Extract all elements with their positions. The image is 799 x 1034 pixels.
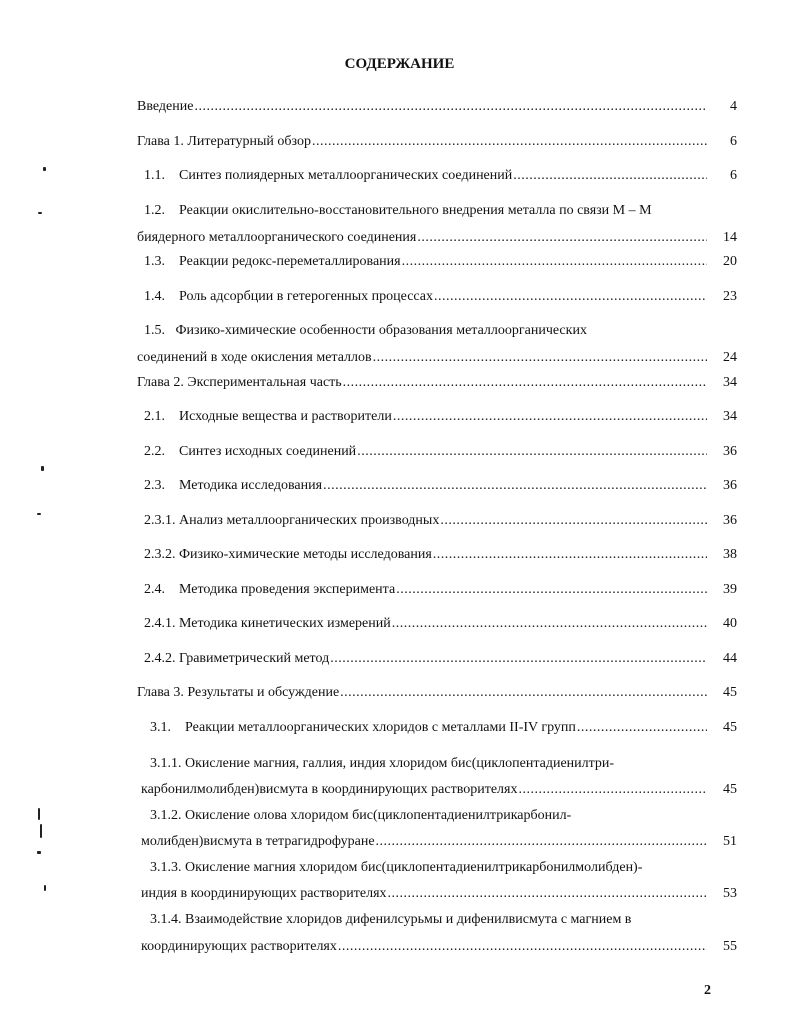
scan-speck xyxy=(38,212,42,214)
toc-entry-text: 1.2. Реакции окислительно-восстановительного внедрения металла по связи М – М xyxy=(144,203,652,218)
toc-entry-page: 34 xyxy=(723,409,737,424)
toc-leader-dots xyxy=(392,615,707,633)
toc-entry-text: 1.3. Реакции редокс-переметаллирования xyxy=(144,254,401,269)
toc-entry xyxy=(144,253,737,271)
toc-entry-text: 1.5. Физико-химические особенности образования металлоорганических xyxy=(144,323,587,338)
scan-speck xyxy=(40,824,42,838)
toc-entry xyxy=(141,938,737,956)
toc-entry-text: Введение xyxy=(137,99,194,114)
toc-leader-dots xyxy=(323,477,707,495)
toc-entry-text: 2.3. Методика исследования xyxy=(144,478,323,493)
toc-entry-page: 40 xyxy=(723,616,737,631)
toc-entry-page: 6 xyxy=(730,134,737,149)
toc-leader-dots xyxy=(417,229,707,247)
toc-entry-text: 3.1.2. Окисление олова хлоридом бис(циклопентадиенилтрикарбонил- xyxy=(150,808,572,823)
toc-leader-dots xyxy=(440,512,707,530)
toc-entry xyxy=(144,477,737,495)
scan-speck xyxy=(38,808,40,820)
toc-leader-dots xyxy=(513,167,707,185)
toc-entry-text: 2.4.2. Гравиметрический метод xyxy=(144,651,330,666)
toc-entry-text: Глава 3. Результаты и обсуждение xyxy=(137,685,340,700)
toc-entry-page: 55 xyxy=(723,939,737,954)
toc-entry xyxy=(144,408,737,426)
toc-entry-page: 6 xyxy=(730,168,737,183)
toc-entry xyxy=(141,781,737,799)
toc-entry-text: 1.1. Синтез полиядерных металлоорганических соединений xyxy=(144,168,513,183)
toc-entry-text: биядерного металлоорганического соединения xyxy=(137,230,417,245)
toc-entry-page: 39 xyxy=(723,582,737,597)
toc-leader-dots xyxy=(388,885,707,903)
toc-entry-text: 2.2. Синтез исходных соединений xyxy=(144,444,357,459)
toc-leader-dots xyxy=(402,253,707,271)
toc-leader-dots xyxy=(393,408,707,426)
toc-leader-dots xyxy=(312,133,707,151)
toc-entry xyxy=(141,833,737,851)
toc-leader-dots xyxy=(396,581,707,599)
toc-entry-page: 36 xyxy=(723,444,737,459)
toc-entry-text: 2.4.1. Методика кинетических измерений xyxy=(144,616,391,631)
scan-speck xyxy=(44,885,46,891)
toc-entry xyxy=(137,229,737,247)
scan-speck xyxy=(41,466,44,471)
toc-entry-page: 45 xyxy=(723,685,737,700)
toc-entry xyxy=(137,98,737,116)
scan-speck xyxy=(37,851,41,854)
toc-leader-dots xyxy=(434,288,707,306)
toc-entry xyxy=(144,512,737,530)
toc-entry-text: соединений в ходе окисления металлов xyxy=(137,350,372,365)
toc-leader-dots xyxy=(340,684,707,702)
toc-entry-page: 45 xyxy=(723,782,737,797)
toc-entry-text: карбонилмолибден)висмута в координирующих растворителях xyxy=(141,782,518,797)
toc-leader-dots xyxy=(357,443,707,461)
toc-entry-text: 3.1.4. Взаимодействие хлоридов дифенилсурьмы и дифенилвисмута с магнием в xyxy=(150,912,632,927)
toc-entry-page: 24 xyxy=(723,350,737,365)
page-title: СОДЕРЖАНИЕ xyxy=(344,56,455,72)
toc-entry-text: 2.3.2. Физико-химические методы исследования xyxy=(144,547,432,562)
toc-entry-page: 53 xyxy=(723,886,737,901)
toc-leader-dots xyxy=(330,650,707,668)
toc-entry-text: 2.3.1. Анализ металлоорганических производных xyxy=(144,513,440,528)
toc-entry-page: 45 xyxy=(723,720,737,735)
toc-entry-page: 51 xyxy=(723,834,737,849)
toc-leader-dots xyxy=(433,546,707,564)
toc-entry-page: 14 xyxy=(723,230,737,245)
toc-leader-dots xyxy=(577,719,707,737)
toc-entry-page: 36 xyxy=(723,478,737,493)
page-number: 2 xyxy=(704,983,711,998)
toc-leader-dots xyxy=(376,833,707,851)
toc-entry xyxy=(137,133,737,151)
toc-entry xyxy=(141,885,737,903)
toc-entry-text: 3.1. Реакции металлоорганических хлоридов с металлами II-IV групп xyxy=(150,720,576,735)
toc-entry-text: 2.4. Методика проведения эксперимента xyxy=(144,582,396,597)
toc-leader-dots xyxy=(518,781,707,799)
toc-entry-text: координирующих растворителях xyxy=(141,939,337,954)
toc-entry-page: 20 xyxy=(723,254,737,269)
toc-entry xyxy=(137,349,737,367)
toc-entry xyxy=(137,374,737,392)
toc-entry-text: молибден)висмута в тетрагидрофуране xyxy=(141,834,375,849)
toc-entry-page: 23 xyxy=(723,289,737,304)
toc-entry-text: 2.1. Исходные вещества и растворители xyxy=(144,409,392,424)
toc-entry-text: 1.4. Роль адсорбции в гетерогенных процессах xyxy=(144,289,434,304)
toc-entry xyxy=(144,546,737,564)
toc-entry xyxy=(150,719,737,737)
toc-entry xyxy=(144,581,737,599)
toc-entry-page: 36 xyxy=(723,513,737,528)
toc-leader-dots xyxy=(343,374,707,392)
toc-leader-dots xyxy=(194,98,707,116)
toc-entry-page: 4 xyxy=(730,99,737,114)
toc-entry-text: Глава 2. Экспериментальная часть xyxy=(137,375,342,390)
toc-entry-text: 3.1.3. Окисление магния хлоридом бис(циклопентадиенилтрикарбонилмолибден)- xyxy=(150,860,643,875)
toc-entry xyxy=(144,650,737,668)
toc-entry xyxy=(144,615,737,633)
toc-entry-text: 3.1.1. Окисление магния, галлия, индия хлоридом бис(циклопентадиенилтри- xyxy=(150,756,615,771)
toc-entry xyxy=(137,684,737,702)
scan-speck xyxy=(43,167,46,171)
toc-entry xyxy=(144,288,737,306)
toc-leader-dots xyxy=(373,349,707,367)
toc-entry-text: индия в координирующих растворителях xyxy=(141,886,387,901)
toc-leader-dots xyxy=(338,938,707,956)
toc-entry-page: 34 xyxy=(723,375,737,390)
toc-entry xyxy=(144,443,737,461)
toc-entry-text: Глава 1. Литературный обзор xyxy=(137,134,311,149)
toc-entry-page: 38 xyxy=(723,547,737,562)
toc-entry xyxy=(144,167,737,185)
toc-entry-page: 44 xyxy=(723,651,737,666)
scan-speck xyxy=(37,513,41,515)
